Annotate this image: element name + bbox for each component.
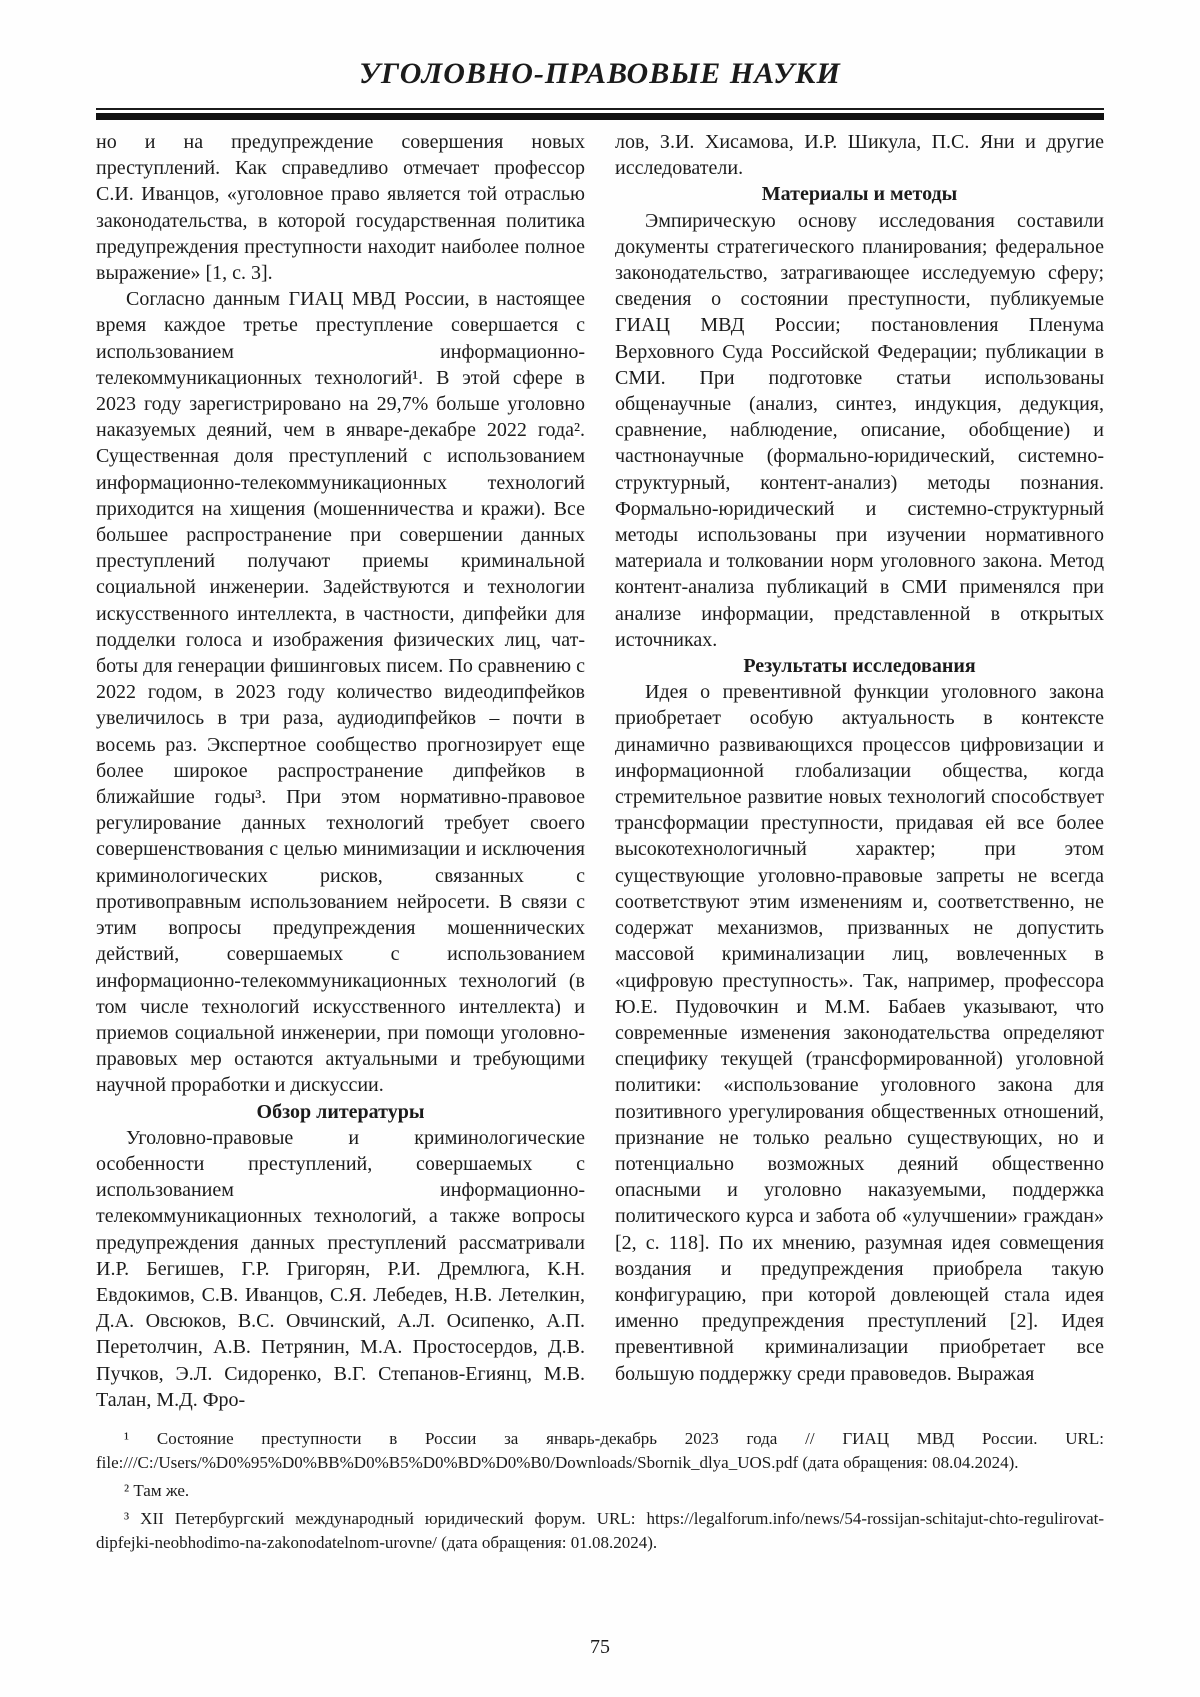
paragraph-continuation: но и на предупреждение совершения новых преступлений. Как справедливо отмечает профессор С.И. Иванцов, «уголовное право является той отраслью законодательства, в которой государственная политика предупреждения преступности находит наиболее полное выражение» [1, с. 3]. (96, 131, 585, 285)
section-heading-literature-review: Обзор литературы (256, 1100, 425, 1123)
header-divider (96, 108, 1104, 120)
page-header (96, 56, 1104, 120)
section-heading-results: Результаты исследования (743, 655, 976, 678)
footnote-1: ¹ Состояние преступности в России за январь-декабрь 2023 года // ГИАЦ МВД России. URL: file:///C:/Users/%D0%95%D0%BB%D0%B5%D0%BD%D0%B0/Downloads/Sbornik_dlya_UOS.pdf (дата обращения: 08.04.2024). (96, 1428, 1104, 1472)
footnote-2: ² Там же. (124, 1480, 190, 1500)
divider-thin-line (96, 108, 1104, 110)
paragraph-statistics: Согласно данным ГИАЦ МВД России, в настоящее время каждое третье преступление совершается с использованием информационно-телекоммуникационных технологий¹. В этой сфере в 2023 году зарегистрировано на 29,7% больше уголовно наказуемых деяний, чем в январе-декабре 2022 года². Существенная доля преступлений с использованием информационно-телекоммуникационных технологий приходится на хищения (мошенничества и кражи). Все большее распространение при совершении данных преступлений получают приемы криминальной социальной инженерии. Задействуются и технологии искусственного интеллекта, в частности, дипфейки для подделки голоса и изображения физических лиц, чат-боты для генерации фишинговых писем. По сравнению с 2022 годом, в 2023 году количество видеодипфейков увеличилось в три раза, аудиодипфейков – почти в восемь раз. Экспертное сообщество прогнозирует еще более широкое распространение дипфейков в ближайшие годы³. При этом нормативно-правовое регулирование данных технологий требует своего совершенствования с целью минимизации и исключения криминологических рисков, связанных с противоправным использованием нейросети. В связи с этим вопросы предупреждения мошеннических действий, совершаемых с использованием информационно-телекоммуникационных технологий (в том числе технологий искусственного интеллекта) и приемов социальной инженерии, при помощи уголовно-правовых мер остаются актуальными и требующими научной проработки и дискуссии. (96, 288, 585, 1097)
paragraph-literature-review: Уголовно-правовые и криминологические особенности преступлений, совершаемых с использованием информационно-телекоммуникационных технологий, а также вопросы предупреждения данных преступлений рассматривали И.Р. Бегишев, Г.Р. Григорян, Р.И. Дремлюга, К.Н. Евдокимов, С.В. Иванцов, С.Я. Лебедев, Н.В. Летелкин, Д.А. Овсюков, В.С. Овчинский, А.Л. Осипенко, А.П. Перетолчин, А.В. Петрянин, М.А. Простосердов, Д.В. Пучков, Э.Л. Сидоренко, В.Г. Степанов-Егиянц, М.В. Талан, М.Д. Фро- (96, 1126, 585, 1411)
paragraph-results: Идея о превентивной функции уголовного закона приобретает особую актуальность в контексте динамично развивающихся процессов цифровизации и информационной глобализации общества, когда стремительное развитие новых технологий способствует трансформации преступности, придавая ей все более высокотехнологичный характер; при этом существующие уголовно-правовые запреты не всегда соответствуют этим изменениям и, соответственно, не содержат механизмов, призванных не допустить массовой криминализации лиц, вовлеченных в «цифровую преступность». Так, например, профессора Ю.Е. Пудовочкин и М.М. Бабаев указывают, что современные изменения законодательства определяют специфику текущей (трансформированной) уголовной политики: «использование уголовного закона для позитивного урегулирования общественных отношений, признание не только реально существующих, но и потенциально возможных деяний общественно опасными и уголовно наказуемыми, поддержка политического курса и забота об «улучшении» граждан» [2, с. 118]. По их мнению, разумная идея совмещения воздания и предупреждения приобрела такую конфигурацию, при которой довлеющей стала идея именно предупреждения преступлений [2]. Идея превентивной криминализации приобретает все большую поддержку среди правоведов. Выражая (615, 681, 1104, 1385)
divider-thick-line (96, 113, 1104, 120)
paragraph-materials-methods: Эмпирическую основу исследования составили документы стратегического планирования; федеральное законодательство, затрагивающее исследуемую сферу; сведения о состоянии преступности, публикуемые ГИАЦ МВД России; постановления Пленума Верховного Суда Российской Федерации; публикации в СМИ. При подготовке статьи использованы общенаучные (анализ, синтез, индукция, дедукция, сравнение, наблюдение, описание, обобщение) и частнонаучные (формально-юридический, системно-структурный, контент-анализ) методы познания. Формально-юридический и системно-структурный методы использованы при изучении нормативного материала и толковании норм уголовного закона. Метод контент-анализа публикаций в СМИ применялся при анализе информации, представленной в открытых источниках. (615, 209, 1104, 651)
section-heading-materials-methods: Материалы и методы (761, 183, 958, 206)
column-left (96, 129, 585, 1413)
footnote-3: ³ XII Петербургский международный юридический форум. URL: https://legalforum.info/news/54-rossijan-schitajut-chto-regulirovat-dipfejki-neobhodimo-na-zakonodatelnom-urovne/ (дата обращения: 01.08.2024). (96, 1508, 1104, 1552)
column-right (615, 129, 1104, 1413)
page-number: 75 (590, 1636, 610, 1658)
footnotes-block (96, 1427, 1104, 1555)
article-body (96, 129, 1104, 1413)
section-title: УГОЛОВНО-ПРАВОВЫЕ НАУКИ (359, 57, 841, 90)
paragraph-authors-continuation: лов, З.И. Хисамова, И.Р. Шикула, П.С. Яни и другие исследователи. (615, 131, 1104, 180)
